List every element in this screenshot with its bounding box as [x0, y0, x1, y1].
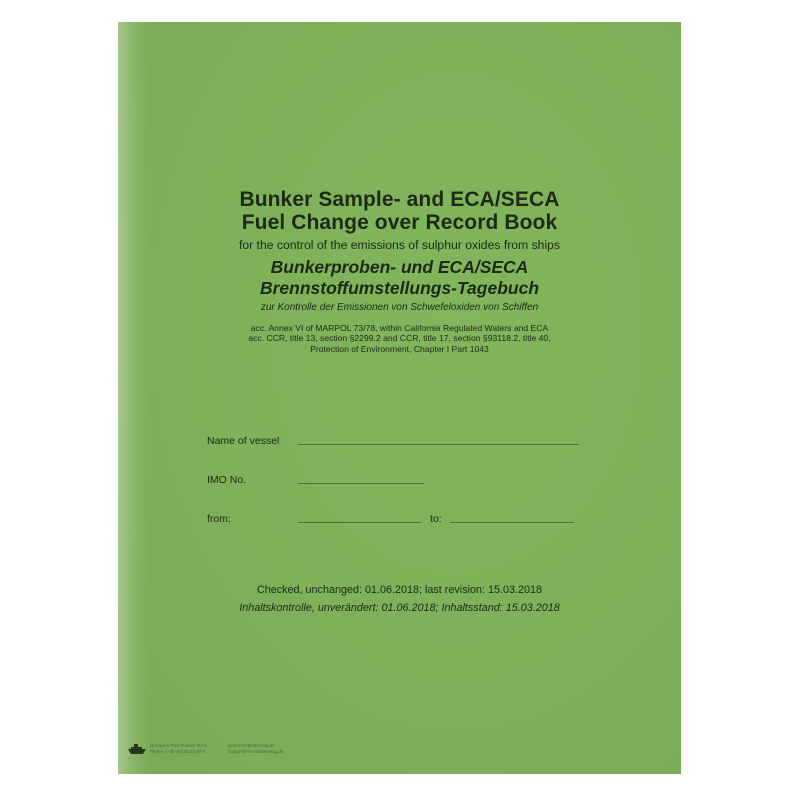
web-line-1: www.formblattverlag.de	[228, 743, 275, 748]
vessel-name-line	[298, 444, 579, 445]
from-label: from:	[207, 513, 231, 525]
from-line	[298, 522, 421, 523]
legal-line-1: acc. Annex VI of MARPOL 73/78, within California Regulated Waters and ECA	[250, 323, 549, 333]
legal-line-3: Protection of Environment, Chapter I Part 1043	[310, 344, 489, 354]
to-line	[450, 522, 574, 523]
to-label: to:	[430, 513, 442, 525]
publisher-line-2: Phone: (+49 40) 33 33 00-0	[150, 749, 206, 754]
legal-line-2: acc. CCR, title 13, section §2299.2 and CCR, title 17, section §93118.2, title 40,	[248, 333, 551, 343]
vessel-name-label: Name of vessel	[207, 435, 280, 447]
record-book-cover	[118, 22, 681, 774]
title-en-line2: Fuel Change over Record Book	[241, 211, 558, 234]
ship-logo-icon	[127, 743, 147, 755]
revision-en: Checked, unchanged: 01.06.2018; last revision: 15.03.2018	[256, 584, 543, 596]
imo-number-label: IMO No.	[207, 474, 247, 486]
web-line-2: support@formblattverlag.de	[228, 749, 284, 754]
publisher-line-1: Druckerei Paul Moeller OHG	[150, 743, 208, 748]
title-en-line1: Bunker Sample- and ECA/SECA	[239, 188, 560, 211]
title-de-line1: Bunkerproben- und ECA/SECA	[270, 257, 529, 277]
subtitle-en: for the control of the emissions of sulphur oxides from ships	[238, 238, 561, 252]
title-de-line2: Brennstoffumstellungs-Tagebuch	[259, 278, 540, 298]
revision-de: Inhaltskontrolle, unverändert: 01.06.2018; Inhaltsstand: 15.03.2018	[239, 602, 560, 614]
imo-number-line	[298, 483, 424, 484]
subtitle-de: zur Kontrolle der Emissionen von Schwefeloxiden von Schiffen	[260, 302, 539, 313]
